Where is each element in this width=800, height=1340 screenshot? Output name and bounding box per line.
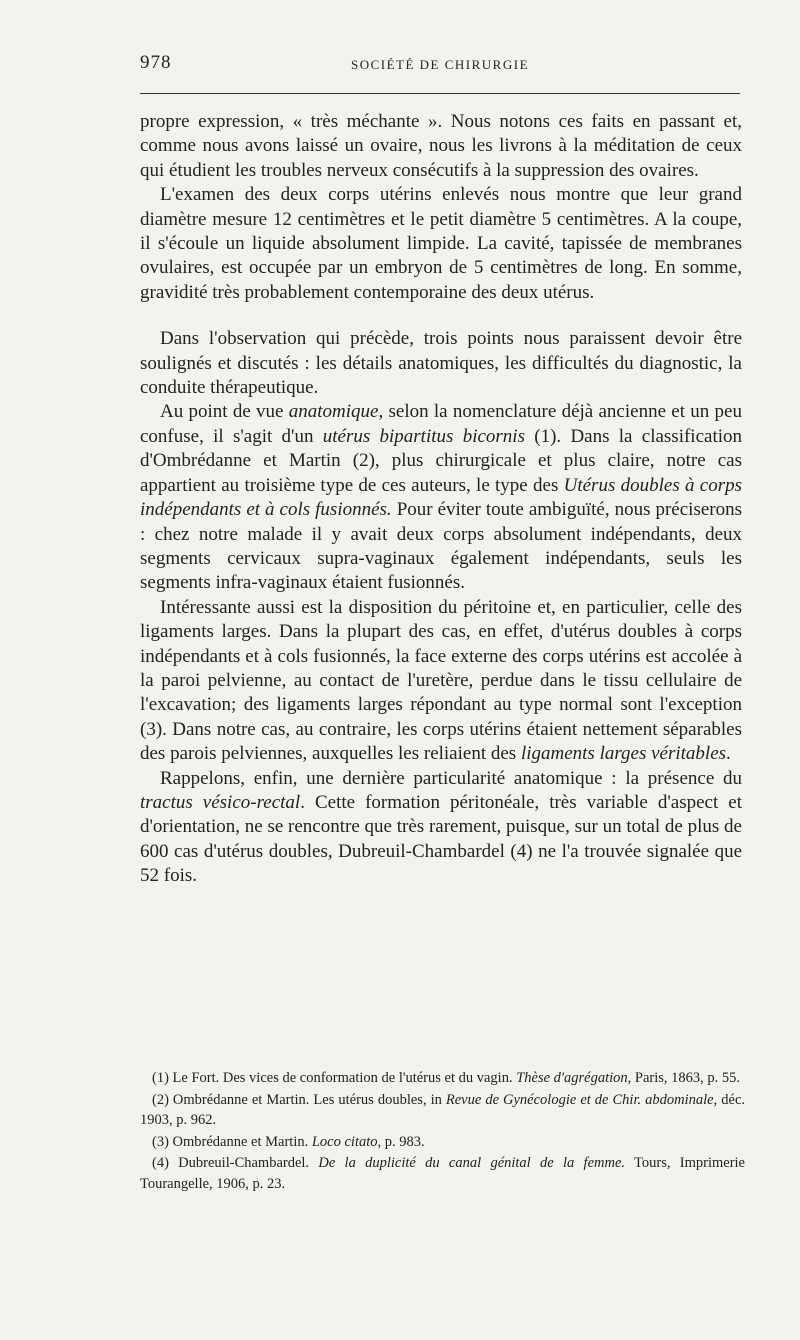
italic-term: De la duplicité du canal génital de la femme. — [318, 1155, 626, 1171]
text-run: Au point de vue — [160, 401, 289, 423]
text-run: , selon la nomenclature déjà ancienne et un peu confuse, il s'agit d'un — [140, 401, 742, 447]
text-run: , déc. 1903, p. 962. — [140, 1091, 745, 1128]
italic-term: Loco citato — [311, 1133, 378, 1150]
text-run: (3) Ombrédanne et Martin. — [152, 1133, 312, 1150]
text-run: Rappelons, enfin, une dernière particularité anatomique : la présence du — [160, 767, 742, 789]
footnotes — [140, 1068, 745, 1194]
footnote-1 — [140, 1068, 745, 1089]
italic-term: Utérus doubles à corps indépendants et à cols fusionnés. — [140, 474, 742, 521]
text-run: (2) Ombrédanne et Martin. Les utérus doubles, in — [152, 1091, 446, 1108]
italic-term: anatomique — [288, 401, 379, 423]
text-run: , p. 983. — [377, 1133, 425, 1150]
text-run: Tours, Imprimerie Tourangelle, 1906, p. 23. — [140, 1155, 745, 1192]
text-run: (4) Dubreuil-Chambardel. — [152, 1155, 319, 1171]
page-number: 978 — [140, 52, 172, 73]
paragraph-3: Dans l'observation qui précède, trois points nous paraissent devoir être soulignés et discutés : les détails anatomiques, les difficultés du diagnostic, la conduite thérapeutique. — [140, 328, 742, 399]
text-run: . — [726, 743, 731, 765]
italic-term: utérus bipartitus bicornis — [322, 425, 525, 447]
text-run: (1). Dans la classification d'Ombrédanne et Martin (2), plus chirurgicale et plus claire, notre cas appartient au troisième type de ces auteurs, le type des — [140, 425, 742, 496]
header-rule — [140, 93, 740, 94]
paragraph-5 — [140, 596, 742, 767]
paragraph-2: L'examen des deux corps utérins enlevés nous montre que leur grand diamètre mesure 12 centimètres et le petit diamètre 5 centimètres. A la coupe, il s'écoule un liquide absolument limpide. La cavité, tapissée de membranes ovulaires, est occupée par un embryon de 5 centimètres de long. En somme, gravidité très probablement contemporaine des deux utérus. — [140, 184, 742, 303]
text-run: Intéressante aussi est la disposition du péritoine et, en particulier, celle des ligaments larges. Dans la plupart des cas, en effet, d'utérus doubles à corps indépendants et à cols fusionnés, la face externe des corps utérins est accolée à la paroi pelvienne, au contact de l'uretère, perdue dans le tissu cellulaire de l'excavation; des ligaments larges répondant au type normal sont l'exception (3). Dans notre cas, au contraire, les corps utérins étaient nettement séparables des parois pelviennes, auxquelles les reliaient des — [140, 596, 742, 765]
footnote-2 — [140, 1090, 745, 1131]
footnote-3 — [140, 1132, 745, 1153]
text-run: (1) Le Fort. Des vices de conformation de l'utérus et du vagin. — [152, 1070, 517, 1086]
italic-term: Thèse d'agrégation — [516, 1070, 628, 1086]
text-run: . Cette formation péritonéale, très variable d'aspect et d'orientation, ne se rencontre que très rarement, puisque, sur un total de plus de 600 cas d'utérus doubles, Dubreuil-Chambardel (4) ne l'a trouvée signalée que 52 fois. — [140, 791, 742, 887]
running-head: SOCIÉTÉ DE CHIRURGIE — [350, 57, 530, 72]
text-run: , Paris, 1863, p. 55. — [627, 1070, 741, 1086]
paragraph-6 — [140, 767, 742, 889]
paragraph-1: propre expression, « très méchante ». Nous notons ces faits en passant et, comme nous avons laissé un ovaire, nous les livrons à la méditation de ceux qui étudient les troubles nerveux consécutifs à la suppression des ovaires. — [140, 111, 742, 181]
body-text — [140, 110, 742, 889]
page-header — [140, 52, 740, 76]
footnote-4 — [140, 1153, 745, 1194]
italic-term: ligaments larges véritables — [520, 743, 727, 765]
text-run: Pour éviter toute ambiguïté, nous préciserons : chez notre malade il y avait deux corps absolument indépendants, deux segments cervicaux supra-vaginaux également indépendants, seuls les segments infra-vaginaux étaient fusionnés. — [140, 499, 742, 594]
paragraph-4 — [140, 400, 742, 595]
italic-term: Revue de Gynécologie et de Chir. abdominale — [445, 1091, 714, 1108]
italic-term: tractus vésico-rectal — [140, 791, 301, 813]
